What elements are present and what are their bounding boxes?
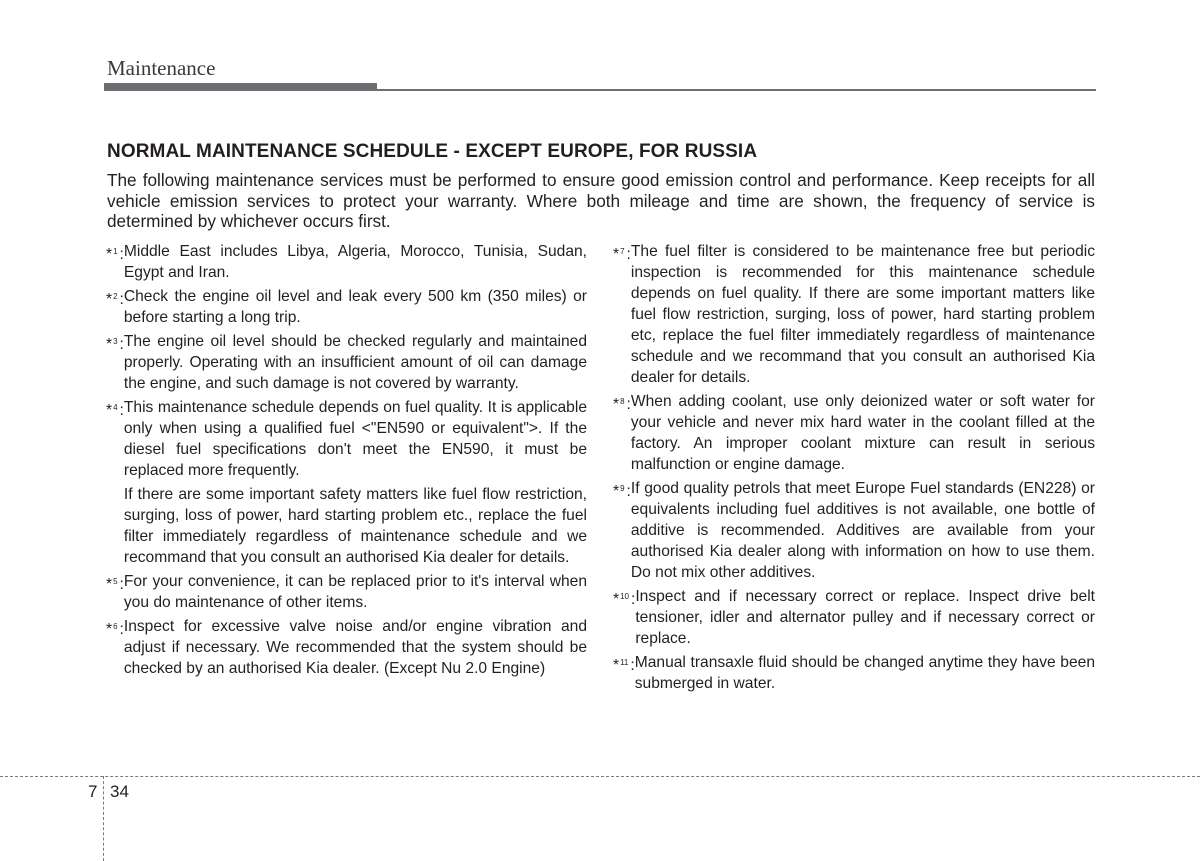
footnote-marker: *$^8$ : bbox=[613, 396, 631, 413]
footnote-text: The engine oil level should be checked regularly and maintained properly. Operating with an insufficient amount of oil can damage the engine, and such damage is not covered by warranty. bbox=[123, 333, 587, 392]
footnote-text-continued: If there are some important safety matters like fuel flow restriction, surging, loss of power, hard starting problem etc., replace the fuel filter immediately regardless of maintenance schedule and we recommand that you consult an authorised Kia dealer for details. bbox=[123, 486, 587, 566]
intro-paragraph: The following maintenance services must be performed to ensure good emission control and performance. Keep receipts for all vehicle emission services to protect your warranty. Where both mileage and time are shown, the frequency of service is determined by whichever occurs first. bbox=[107, 170, 1095, 231]
footnote-8 bbox=[613, 391, 1095, 475]
notes-column-right bbox=[613, 241, 1095, 697]
footnote-text: Middle East includes Libya, Algeria, Morocco, Tunisia, Sudan, Egypt and Iran. bbox=[123, 243, 587, 281]
footnote-7 bbox=[613, 241, 1095, 388]
footnote-marker: *$^{11}$ : bbox=[613, 657, 635, 674]
footnote-5 bbox=[106, 571, 587, 613]
footer-dashed-divider bbox=[103, 776, 104, 861]
footnote-text: Inspect for excessive valve noise and/or engine vibration and adjust if necessary. We recommended that the system should be checked by an authorised Kia dealer. (Except Nu 2.0 Engine) bbox=[123, 618, 587, 677]
footnote-marker: *$^2$ : bbox=[106, 291, 124, 308]
footnote-text: When adding coolant, use only deionized water or soft water for your vehicle and never mix hard water in the coolant filled at the factory. An improper coolant mixture can result in serious malfunction or engine damage. bbox=[630, 393, 1095, 473]
footnote-9 bbox=[613, 478, 1095, 583]
footnote-6 bbox=[106, 616, 587, 679]
footnote-2 bbox=[106, 286, 587, 328]
footnote-marker: *$^{10}$ : bbox=[613, 591, 636, 608]
footnote-text: The fuel filter is considered to be maintenance free but periodic inspection is recommended for this maintenance schedule depends on fuel quality. If there are some important matters like fuel flow restriction, surging, loss of power, hard starting problem etc, replace the fuel filter immediately regardless of maintenance schedule and we recommand that you consult an authorised Kia dealer for details. bbox=[630, 243, 1095, 386]
footnote-text: If good quality petrols that meet Europe Fuel standards (EN228) or equivalents including fuel additives is not available, one bottle of additive is recommended. Additives are available from your authorised Kia dealer along with information on how to use them. Do not mix other additives. bbox=[630, 480, 1095, 581]
footnote-1 bbox=[106, 241, 587, 283]
footnote-11 bbox=[613, 652, 1095, 694]
header-rule-thick bbox=[104, 83, 377, 91]
section-title: Maintenance bbox=[107, 56, 216, 80]
footnote-10 bbox=[613, 586, 1095, 649]
page-heading: NORMAL MAINTENANCE SCHEDULE - EXCEPT EUROPE, FOR RUSSIA bbox=[107, 141, 758, 162]
notes-column-left bbox=[106, 241, 587, 682]
footnote-text: Manual transaxle fluid should be changed anytime they have been submerged in water. bbox=[634, 654, 1095, 692]
footnote-marker: *$^9$ : bbox=[613, 483, 631, 500]
footnote-marker: *$^7$ : bbox=[613, 246, 631, 263]
header-rule-thin bbox=[377, 89, 1096, 91]
footnote-4 bbox=[106, 397, 587, 568]
footnote-text: For your convenience, it can be replaced prior to it's interval when you do maintenance of other items. bbox=[123, 573, 587, 611]
chapter-number: 7 bbox=[88, 782, 98, 801]
footnote-marker: *$^5$ : bbox=[106, 576, 124, 593]
footnote-marker: *$^4$ : bbox=[106, 402, 124, 419]
page-number: 34 bbox=[110, 782, 129, 801]
footnote-text: Inspect and if necessary correct or replace. Inspect drive belt tensioner, idler and alternator pulley and if necessary correct or replace. bbox=[635, 588, 1095, 647]
footnote-text: This maintenance schedule depends on fuel quality. It is applicable only when using a qualified fuel <"EN590 or equivalent">. If the diesel fuel specifications don't meet the EN590, it must be replaced more frequently. bbox=[123, 399, 587, 479]
footnote-3 bbox=[106, 331, 587, 394]
footnote-marker: *$^3$ : bbox=[106, 336, 124, 353]
footnote-text: Check the engine oil level and leak every 500 km (350 miles) or before starting a long trip. bbox=[123, 288, 587, 326]
footnote-marker: *$^1$ : bbox=[106, 246, 124, 263]
footer-dashed-rule bbox=[0, 776, 1200, 777]
footnote-marker: *$^6$ : bbox=[106, 621, 124, 638]
